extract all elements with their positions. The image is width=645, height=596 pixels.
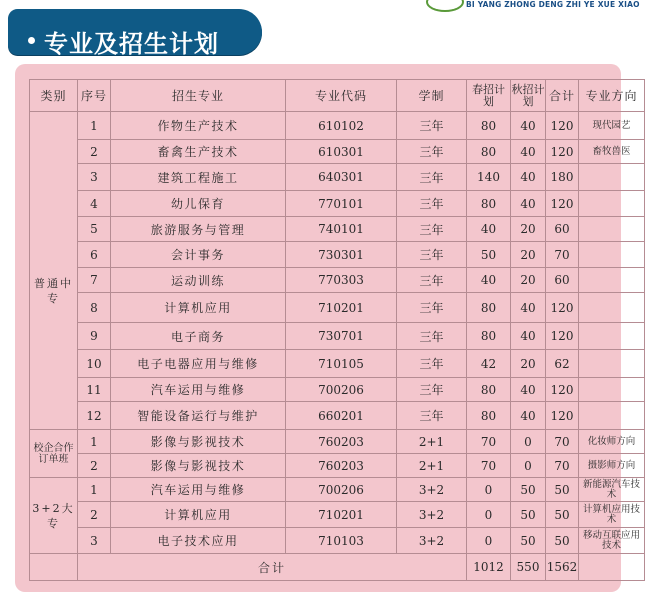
cell-direction	[579, 217, 645, 242]
cell-major: 旅游服务与管理	[111, 217, 286, 242]
cell-major: 运动训练	[111, 268, 286, 293]
cell-direction: 现代园艺	[579, 112, 645, 140]
cell-total: 60	[546, 268, 579, 293]
cell-spring: 0	[467, 502, 511, 528]
header-total: 合计	[546, 80, 579, 112]
header-autumn: 秋招计划	[511, 80, 546, 112]
section-title: 专业及招生计划	[44, 30, 219, 58]
cell-duration: 三年	[397, 191, 467, 217]
header-major: 招生专业	[111, 80, 286, 112]
table-row	[30, 323, 645, 350]
cell-direction	[579, 242, 645, 268]
cell-spring: 80	[467, 323, 511, 350]
cell-seq: 1	[78, 112, 111, 140]
summary-label: 合计	[78, 554, 467, 581]
cell-direction: 移动互联应用技术	[579, 528, 645, 554]
cell-seq: 2	[78, 454, 111, 478]
cell-direction	[579, 164, 645, 191]
cell-code: 710103	[286, 528, 397, 554]
cell-direction: 摄影师方向	[579, 454, 645, 478]
cell-duration: 三年	[397, 242, 467, 268]
cell-autumn: 50	[511, 478, 546, 502]
cell-direction: 化妆师方向	[579, 430, 645, 454]
leaf-logo-icon	[426, 0, 464, 12]
cell-duration: 三年	[397, 350, 467, 378]
cell-direction	[579, 191, 645, 217]
table-row	[30, 502, 645, 528]
cell-autumn: 50	[511, 502, 546, 528]
cell-duration: 2+1	[397, 454, 467, 478]
cell-spring: 50	[467, 242, 511, 268]
cell-autumn: 20	[511, 242, 546, 268]
summary-blank-cell	[30, 554, 78, 581]
table-row	[30, 242, 645, 268]
cell-direction	[579, 293, 645, 323]
cell-autumn: 40	[511, 112, 546, 140]
cell-total: 180	[546, 164, 579, 191]
cell-spring: 80	[467, 293, 511, 323]
cell-code: 740101	[286, 217, 397, 242]
cell-code: 610301	[286, 140, 397, 164]
header-code: 专业代码	[286, 80, 397, 112]
cell-major: 畜禽生产技术	[111, 140, 286, 164]
cell-duration: 2+1	[397, 430, 467, 454]
cell-major: 建筑工程施工	[111, 164, 286, 191]
cell-major: 计算机应用	[111, 502, 286, 528]
cell-seq: 11	[78, 378, 111, 402]
cell-duration: 三年	[397, 164, 467, 191]
table-row	[30, 454, 645, 478]
table-row	[30, 217, 645, 242]
table-row	[30, 268, 645, 293]
cell-spring: 70	[467, 430, 511, 454]
category-cell: 校企合作订单班	[30, 430, 78, 478]
table-row	[30, 430, 645, 454]
cell-total: 50	[546, 528, 579, 554]
cell-seq: 2	[78, 140, 111, 164]
table-row	[30, 140, 645, 164]
cell-major: 智能设备运行与维护	[111, 402, 286, 430]
cell-spring: 80	[467, 191, 511, 217]
cell-spring: 80	[467, 402, 511, 430]
cell-direction	[579, 402, 645, 430]
cell-total: 70	[546, 454, 579, 478]
cell-major: 汽车运用与维修	[111, 378, 286, 402]
cell-autumn: 40	[511, 164, 546, 191]
cell-duration: 三年	[397, 268, 467, 293]
cell-direction	[579, 323, 645, 350]
cell-major: 会计事务	[111, 242, 286, 268]
cell-code: 760203	[286, 454, 397, 478]
cell-duration: 三年	[397, 217, 467, 242]
section-title-banner	[8, 9, 262, 58]
header-category: 类别	[30, 80, 78, 112]
table-row	[30, 164, 645, 191]
cell-direction	[579, 268, 645, 293]
cell-major: 作物生产技术	[111, 112, 286, 140]
cell-spring: 80	[467, 140, 511, 164]
cell-seq: 6	[78, 242, 111, 268]
cell-duration: 三年	[397, 402, 467, 430]
cell-code: 710201	[286, 502, 397, 528]
cell-autumn: 0	[511, 454, 546, 478]
cell-direction: 计算机应用技术	[579, 502, 645, 528]
cell-total: 120	[546, 378, 579, 402]
header-seq: 序号	[78, 80, 111, 112]
table-row	[30, 293, 645, 323]
cell-autumn: 40	[511, 323, 546, 350]
cell-major: 幼儿保育	[111, 191, 286, 217]
cell-spring: 0	[467, 528, 511, 554]
cell-total: 50	[546, 478, 579, 502]
table-row	[30, 191, 645, 217]
cell-seq: 1	[78, 430, 111, 454]
table-header-row	[30, 80, 645, 112]
cell-autumn: 50	[511, 528, 546, 554]
table-row	[30, 478, 645, 502]
cell-major: 计算机应用	[111, 293, 286, 323]
cell-seq: 9	[78, 323, 111, 350]
cell-duration: 3+2	[397, 502, 467, 528]
school-name-pinyin: BI YANG ZHONG DENG ZHI YE XUE XIAO	[466, 0, 640, 9]
summary-spring: 1012	[467, 554, 511, 581]
cell-spring: 70	[467, 454, 511, 478]
cell-autumn: 20	[511, 350, 546, 378]
cell-code: 710201	[286, 293, 397, 323]
cell-code: 710105	[286, 350, 397, 378]
cell-autumn: 20	[511, 217, 546, 242]
cell-direction: 畜牧兽医	[579, 140, 645, 164]
cell-duration: 3+2	[397, 478, 467, 502]
cell-major: 影像与影视技术	[111, 454, 286, 478]
cell-spring: 42	[467, 350, 511, 378]
cell-seq: 3	[78, 528, 111, 554]
cell-spring: 80	[467, 378, 511, 402]
cell-autumn: 40	[511, 378, 546, 402]
cell-seq: 10	[78, 350, 111, 378]
cell-total: 120	[546, 191, 579, 217]
cell-duration: 三年	[397, 378, 467, 402]
cell-seq: 12	[78, 402, 111, 430]
cell-total: 120	[546, 323, 579, 350]
summary-autumn: 550	[511, 554, 546, 581]
cell-total: 62	[546, 350, 579, 378]
table-row	[30, 350, 645, 378]
cell-seq: 3	[78, 164, 111, 191]
cell-major: 影像与影视技术	[111, 430, 286, 454]
enrollment-plan-table	[29, 79, 645, 581]
cell-major: 汽车运用与维修	[111, 478, 286, 502]
summary-direction-blank	[579, 554, 645, 581]
cell-code: 660201	[286, 402, 397, 430]
table-row	[30, 402, 645, 430]
bullet-dot-icon	[28, 37, 35, 44]
cell-autumn: 40	[511, 293, 546, 323]
cell-total: 120	[546, 293, 579, 323]
table-row	[30, 378, 645, 402]
cell-code: 610102	[286, 112, 397, 140]
cell-total: 60	[546, 217, 579, 242]
cell-seq: 1	[78, 478, 111, 502]
cell-seq: 8	[78, 293, 111, 323]
cell-major: 电子电器应用与维修	[111, 350, 286, 378]
cell-autumn: 40	[511, 402, 546, 430]
cell-spring: 0	[467, 478, 511, 502]
category-cell: 3+2大专	[30, 478, 78, 554]
header-duration: 学制	[397, 80, 467, 112]
cell-autumn: 40	[511, 140, 546, 164]
cell-direction	[579, 350, 645, 378]
summary-row	[30, 554, 645, 581]
cell-duration: 三年	[397, 323, 467, 350]
cell-duration: 三年	[397, 140, 467, 164]
cell-seq: 5	[78, 217, 111, 242]
cell-major: 电子商务	[111, 323, 286, 350]
cell-direction	[579, 378, 645, 402]
cell-code: 770101	[286, 191, 397, 217]
header-direction: 专业方向	[579, 80, 645, 112]
cell-duration: 3+2	[397, 528, 467, 554]
cell-autumn: 40	[511, 191, 546, 217]
cell-spring: 40	[467, 268, 511, 293]
cell-code: 760203	[286, 430, 397, 454]
cell-spring: 140	[467, 164, 511, 191]
cell-total: 120	[546, 140, 579, 164]
cell-total: 70	[546, 430, 579, 454]
cell-total: 70	[546, 242, 579, 268]
cell-duration: 三年	[397, 112, 467, 140]
summary-total: 1562	[546, 554, 579, 581]
cell-seq: 2	[78, 502, 111, 528]
cell-total: 50	[546, 502, 579, 528]
cell-code: 640301	[286, 164, 397, 191]
header-spring: 春招计划	[467, 80, 511, 112]
cell-major: 电子技术应用	[111, 528, 286, 554]
cell-code: 700206	[286, 378, 397, 402]
table-row	[30, 528, 645, 554]
cell-code: 730701	[286, 323, 397, 350]
cell-total: 120	[546, 112, 579, 140]
cell-seq: 7	[78, 268, 111, 293]
cell-spring: 80	[467, 112, 511, 140]
cell-code: 730301	[286, 242, 397, 268]
cell-autumn: 20	[511, 268, 546, 293]
cell-seq: 4	[78, 191, 111, 217]
cell-duration: 三年	[397, 293, 467, 323]
cell-autumn: 0	[511, 430, 546, 454]
category-cell: 普通中专	[30, 112, 78, 430]
cell-direction: 新能源汽车技术	[579, 478, 645, 502]
table-row	[30, 112, 645, 140]
cell-code: 770303	[286, 268, 397, 293]
school-logo-band	[420, 0, 640, 12]
table-body	[30, 112, 645, 581]
cell-code: 700206	[286, 478, 397, 502]
cell-total: 120	[546, 402, 579, 430]
cell-spring: 40	[467, 217, 511, 242]
